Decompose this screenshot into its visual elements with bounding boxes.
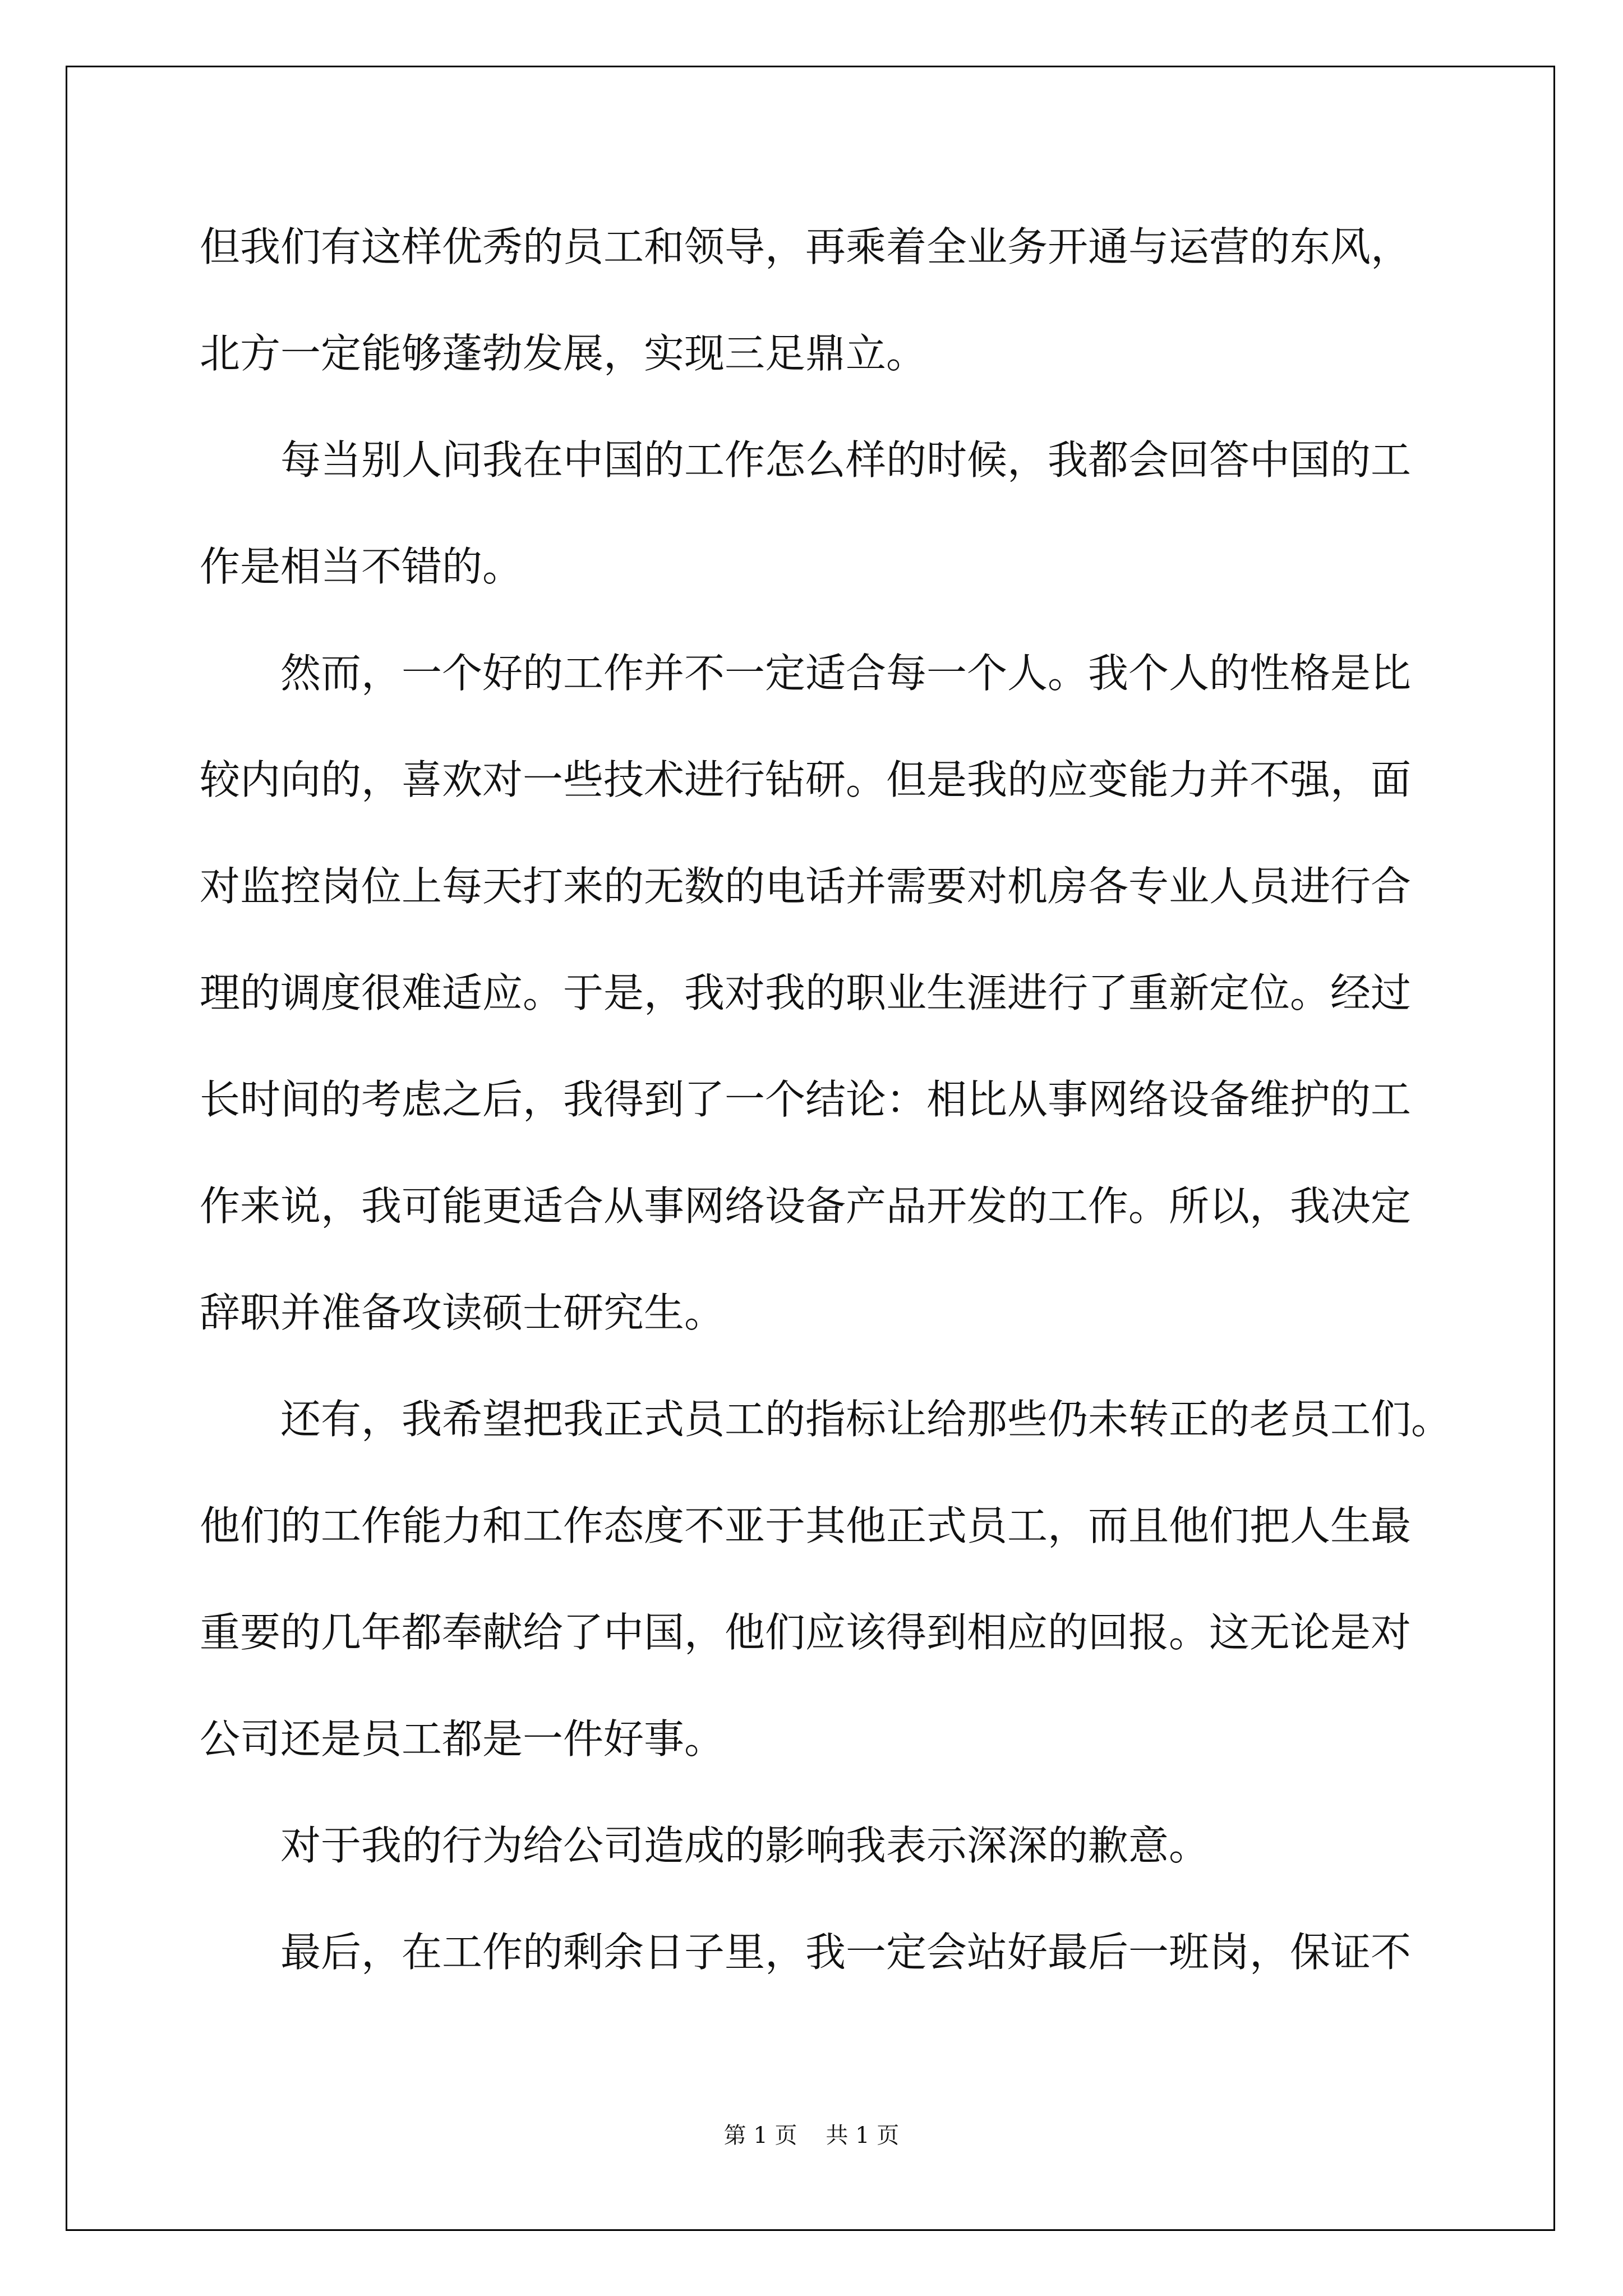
page-footer	[0, 2122, 1623, 2150]
text-line: 然而，一个好的工作并不一定适合每一个人。我个人的性格是比	[280, 650, 1412, 697]
text-line: 作来说，我可能更适合从事网络设备产品开发的工作。所以，我决定	[200, 1182, 1412, 1230]
text-line: 重要的几年都奉献给了中国，他们应该得到相应的回报。这无论是对	[200, 1609, 1412, 1656]
text-line: 长时间的考虑之后，我得到了一个结论：相比从事网络设备维护的工	[200, 1076, 1412, 1123]
text-line: 还有，我希望把我正式员工的指标让给那些仍未转正的老员工们。	[280, 1396, 1452, 1443]
text-line: 每当别人问我在中国的工作怎么样的时候，我都会回答中国的工	[280, 436, 1412, 484]
text-line: 对监控岗位上每天打来的无数的电话并需要对机房各专业人员进行合	[200, 863, 1412, 910]
page-total: 共 1 页	[826, 2123, 900, 2148]
page-number: 第 1 页	[723, 2123, 797, 2148]
text-line: 理的调度很难适应。于是，我对我的职业生涯进行了重新定位。经过	[200, 969, 1412, 1016]
document-body	[200, 194, 1452, 2005]
text-line: 辞职并准备攻读硕士研究生。	[200, 1289, 725, 1336]
text-line: 他们的工作能力和工作态度不亚于其他正式员工，而且他们把人生最	[200, 1502, 1412, 1549]
text-line: 北方一定能够蓬勃发展，实现三足鼎立。	[200, 330, 927, 377]
text-line: 较内向的，喜欢对一些技术进行钻研。但是我的应变能力并不强，面	[200, 756, 1412, 803]
text-line: 对于我的行为给公司造成的影响我表示深深的歉意。	[280, 1822, 1210, 1869]
text-line: 作是相当不错的。	[200, 543, 523, 590]
text-line: 公司还是员工都是一件好事。	[200, 1715, 725, 1763]
text-line: 最后，在工作的剩余日子里，我一定会站好最后一班岗，保证不	[280, 1929, 1412, 1976]
text-line: 但我们有这样优秀的员工和领导，再乘着全业务开通与运营的东风，	[200, 223, 1412, 270]
